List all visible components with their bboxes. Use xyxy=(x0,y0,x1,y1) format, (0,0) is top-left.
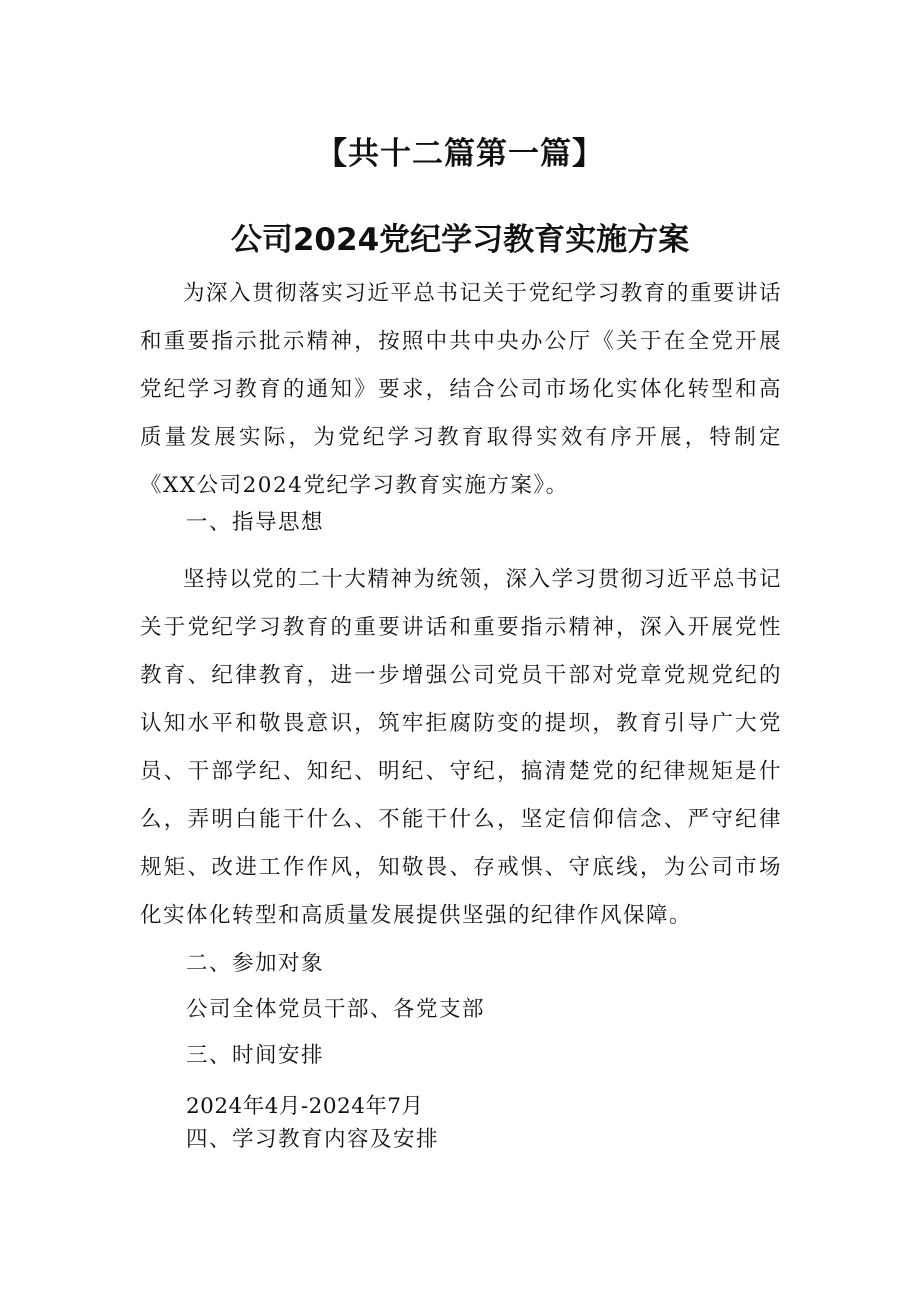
document-title: 公司2024党纪学习教育实施方案 xyxy=(230,222,690,258)
section-heading-content-arrangement: 四、学习教育内容及安排 xyxy=(186,1127,440,1152)
part-heading: 【共十二篇第一篇】 xyxy=(316,136,604,172)
section-heading-participants: 二、参加对象 xyxy=(186,951,325,976)
section-heading-schedule: 三、时间安排 xyxy=(186,1043,325,1068)
schedule-period-text: 2024年4月-2024年7月 xyxy=(186,1094,424,1119)
guiding-thought-paragraph: 坚持以党的二十大精神为统领，深入学习贯彻习近平总书记关于党纪学习教育的重要讲话和重要指示精神，深入开展党性教育、纪律教育，进一步增强公司党员干部对党章党规党纪的认知水平和敬畏意识，筑牢拒腐防变的提坝，教育引导广大党员、干部学纪、知纪、明纪、守纪，搞清楚党的纪律规矩是什么，弄明白能干什么、不能干什么，坚定信仰信念、严守纪律规矩、改进工作作风，知敬畏、存戒惧、守底线，为公司市场化实体化转型和高质量发展提供坚强的纪律作风保障。 xyxy=(140,567,782,928)
participants-text: 公司全体党员干部、各党支部 xyxy=(186,997,486,1022)
intro-paragraph: 为深入贯彻落实习近平总书记关于党纪学习教育的重要讲话和重要指示批示精神，按照中共中央办公厅《关于在全党开展党纪学习教育的通知》要求，结合公司市场化实体化转型和高质量发展实际，为党纪学习教育取得实效有序开展，特制定《XX公司2024党纪学习教育实施方案》。 xyxy=(140,281,782,498)
section-heading-guiding-thought: 一、指导思想 xyxy=(186,510,325,535)
